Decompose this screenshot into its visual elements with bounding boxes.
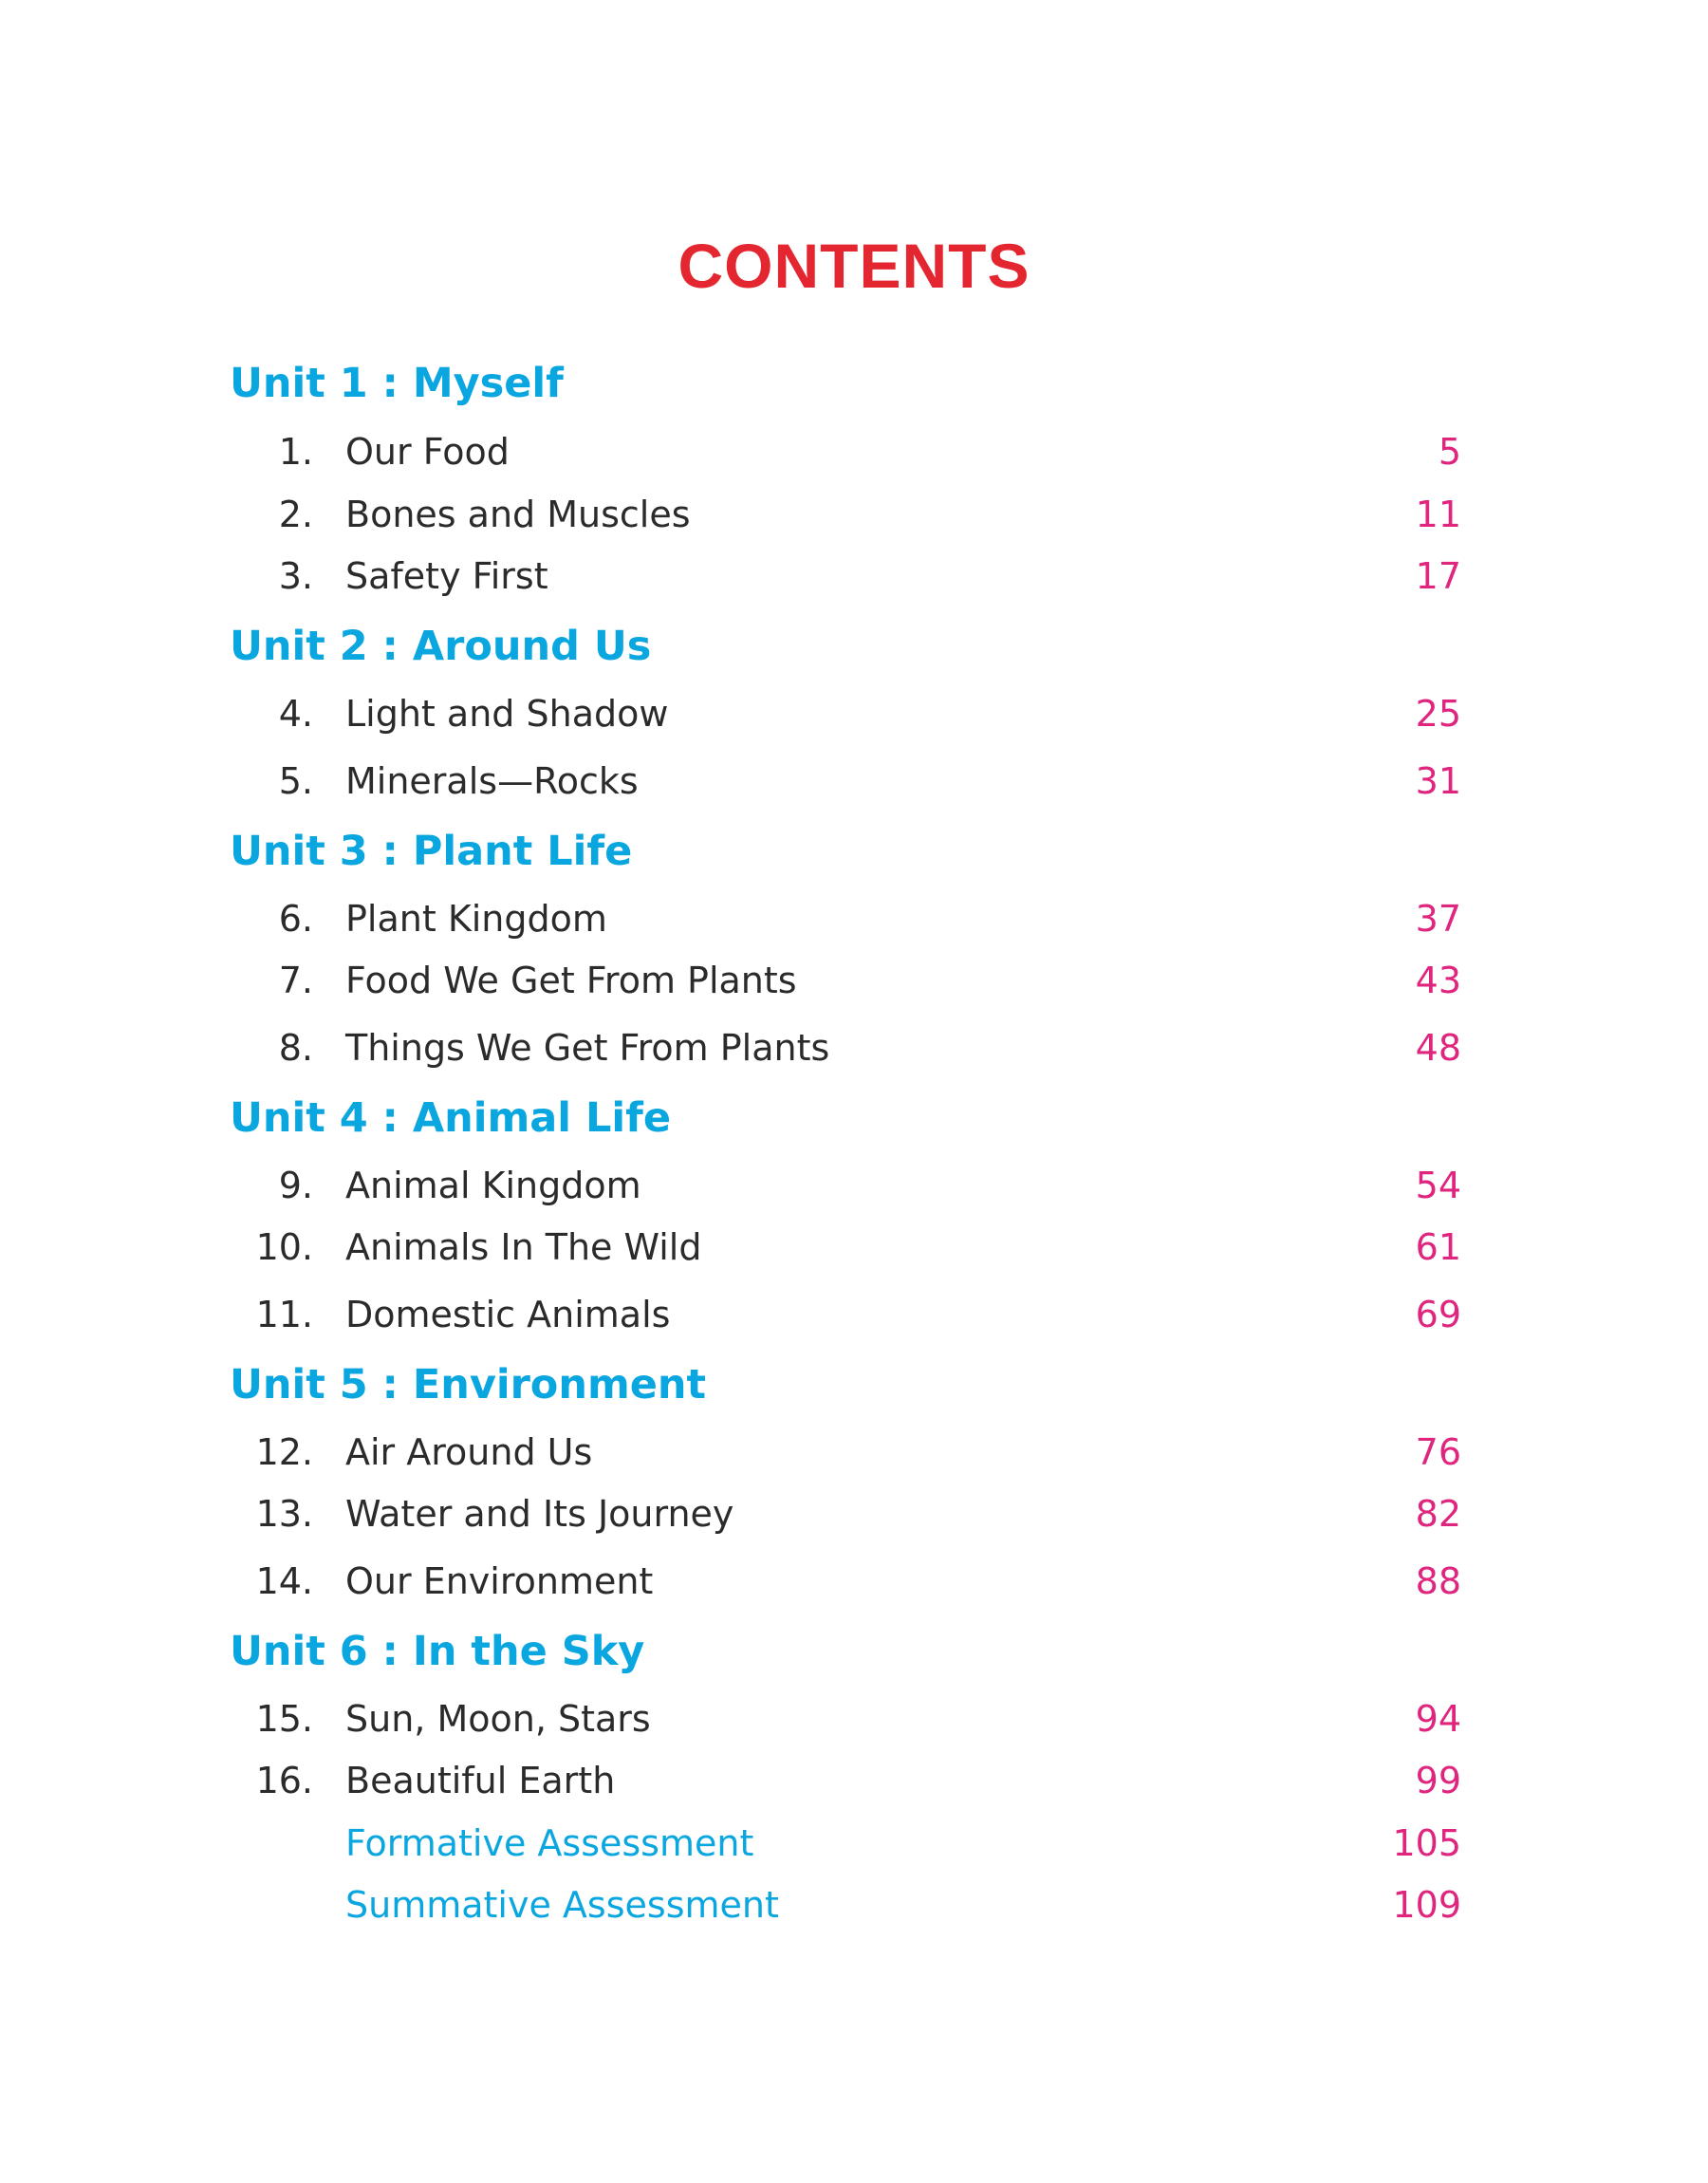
unit-heading: Unit 6 : In the Sky xyxy=(230,1628,645,1675)
unit-heading: Unit 3 : Plant Life xyxy=(230,828,633,875)
page-number: 61 xyxy=(1415,1226,1461,1268)
chapter-title: Beautiful Earth xyxy=(345,1760,616,1801)
chapter-number: 8. xyxy=(278,1027,313,1069)
chapter-number: 14. xyxy=(255,1560,313,1602)
assessment-title: Formative Assessment xyxy=(345,1822,754,1864)
page-number: 5 xyxy=(1438,431,1461,473)
chapter-number: 6. xyxy=(278,898,313,940)
chapter-number: 9. xyxy=(278,1165,313,1206)
chapter-number: 4. xyxy=(278,693,313,735)
chapter-title: Plant Kingdom xyxy=(345,898,607,940)
chapter-number: 7. xyxy=(278,960,313,1001)
chapter-title: Water and Its Journey xyxy=(345,1493,734,1535)
assessment-title: Summative Assessment xyxy=(345,1884,779,1926)
page-number: 94 xyxy=(1415,1698,1461,1740)
chapter-title: Our Food xyxy=(345,431,510,473)
chapter-title: Light and Shadow xyxy=(345,693,669,735)
page-number: 43 xyxy=(1415,960,1461,1001)
chapter-title: Sun, Moon, Stars xyxy=(345,1698,651,1740)
chapter-title: Domestic Animals xyxy=(345,1294,671,1335)
chapter-title: Our Environment xyxy=(345,1560,654,1602)
page-number: 11 xyxy=(1415,494,1461,535)
chapter-number: 13. xyxy=(255,1493,313,1535)
page-number: 105 xyxy=(1392,1822,1461,1864)
chapter-title: Food We Get From Plants xyxy=(345,960,797,1001)
page-number: 76 xyxy=(1415,1431,1461,1473)
page-number: 31 xyxy=(1415,760,1461,802)
chapter-number: 3. xyxy=(278,555,313,597)
chapter-number: 12. xyxy=(255,1431,313,1473)
chapter-title: Minerals—Rocks xyxy=(345,760,639,802)
chapter-number: 5. xyxy=(278,760,313,802)
chapter-number: 11. xyxy=(255,1294,313,1335)
unit-heading: Unit 1 : Myself xyxy=(230,360,564,407)
chapter-title: Animals In The Wild xyxy=(345,1226,702,1268)
chapter-number: 1. xyxy=(278,431,313,473)
chapter-number: 16. xyxy=(255,1760,313,1801)
page-number: 88 xyxy=(1415,1560,1461,1602)
page-number: 99 xyxy=(1415,1760,1461,1801)
page-number: 48 xyxy=(1415,1027,1461,1069)
chapter-title: Bones and Muscles xyxy=(345,494,691,535)
unit-heading: Unit 4 : Animal Life xyxy=(230,1094,672,1142)
page-number: 17 xyxy=(1415,555,1461,597)
chapter-title: Animal Kingdom xyxy=(345,1165,641,1206)
page-number: 109 xyxy=(1392,1884,1461,1926)
unit-heading: Unit 5 : Environment xyxy=(230,1361,707,1409)
chapter-title: Things We Get From Plants xyxy=(345,1027,830,1069)
page-number: 37 xyxy=(1415,898,1461,940)
page-number: 69 xyxy=(1415,1294,1461,1335)
page-number: 82 xyxy=(1415,1493,1461,1535)
chapter-title: Air Around Us xyxy=(345,1431,593,1473)
page-number: 25 xyxy=(1415,693,1461,735)
page-number: 54 xyxy=(1415,1165,1461,1206)
page-title: CONTENTS xyxy=(678,231,1030,301)
chapter-number: 2. xyxy=(278,494,313,535)
unit-heading: Unit 2 : Around Us xyxy=(230,623,652,670)
chapter-number: 10. xyxy=(255,1226,313,1268)
chapter-number: 15. xyxy=(255,1698,313,1740)
chapter-title: Safety First xyxy=(345,555,548,597)
